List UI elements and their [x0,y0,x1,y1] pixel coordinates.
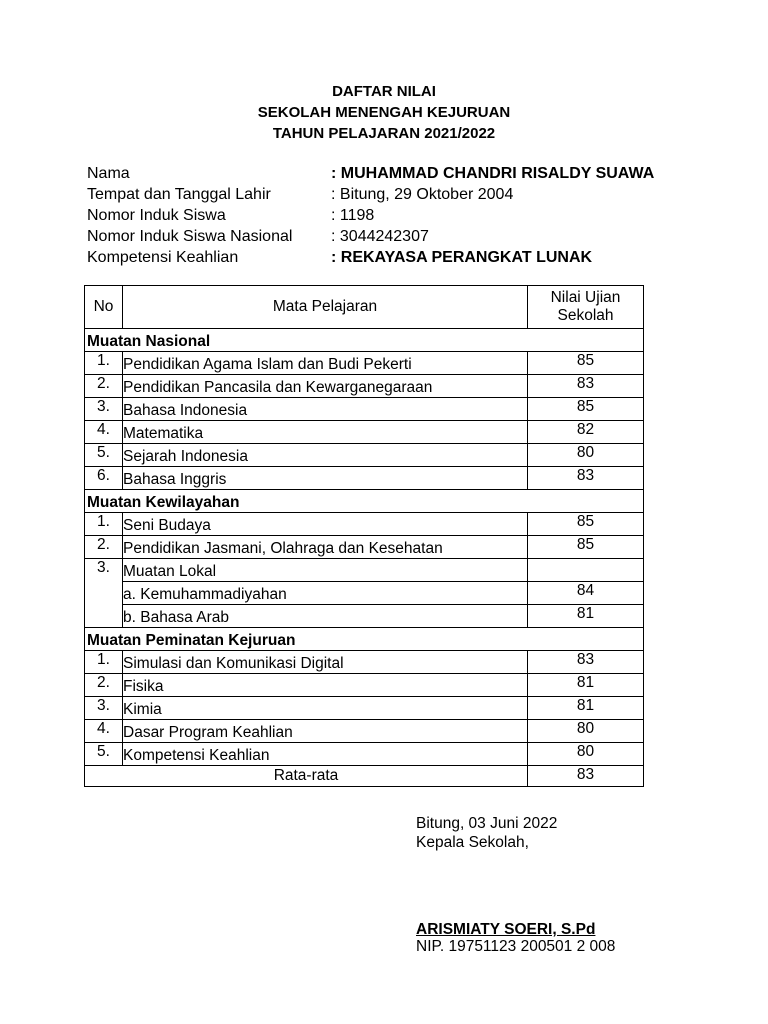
table-row [85,582,644,605]
table-row [85,398,644,421]
section-row [85,329,644,352]
signature-place-date: Bitung, 03 Juni 2022 [416,815,558,832]
table-row [85,559,644,582]
section-title: Muatan Kewilayahan [85,490,644,513]
competency-label: Kompetensi Keahlian [87,249,239,266]
birth-value: : Bitung, 29 Oktober 2004 [331,186,514,203]
row-score: 81 [528,674,644,697]
row-number: 4. [85,421,123,444]
competency-value: : REKAYASA PERANGKAT LUNAK [331,249,593,266]
table-row [85,720,644,743]
row-number: 5. [85,743,123,766]
column-header-score-line1: Nilai Ujian [550,289,621,306]
row-score: 83 [528,375,644,398]
row-score: 85 [528,536,644,559]
row-number: 2. [85,375,123,398]
row-number: 2. [85,674,123,697]
table-row [85,605,644,628]
row-subject: Bahasa Indonesia [123,398,528,421]
nis-label: Nomor Induk Siswa [87,207,226,224]
row-score: 85 [528,352,644,375]
row-score: 80 [528,743,644,766]
table-row [85,651,644,674]
row-score: 84 [528,582,644,605]
document-title: DAFTAR NILAI [332,83,436,100]
nisn-label: Nomor Induk Siswa Nasional [87,228,293,245]
row-number: 6. [85,467,123,490]
row-subject: Fisika [123,674,528,697]
row-subject: Bahasa Inggris [123,467,528,490]
row-number: 1. [85,352,123,375]
row-subject: a. Kemuhammadiyahan [123,582,528,605]
row-number: 1. [85,651,123,674]
table-row [85,467,644,490]
row-score: 83 [528,467,644,490]
row-score: 81 [528,605,644,628]
row-number: 1. [85,513,123,536]
name-label: Nama [87,165,130,182]
section-row [85,490,644,513]
row-number: 3. [85,697,123,720]
table-row [85,421,644,444]
table-row [85,513,644,536]
row-subject: Seni Budaya [123,513,528,536]
row-score [528,559,644,582]
row-score: 85 [528,398,644,421]
row-subject: Matematika [123,421,528,444]
column-header-score-line2: Sekolah [557,307,614,324]
row-score: 80 [528,720,644,743]
signatory-nip: NIP. 19751123 200501 2 008 [416,938,616,955]
signatory-name: ARISMIATY SOERI, S.Pd [416,921,596,938]
table-header-row [85,286,644,329]
table-row [85,697,644,720]
row-subject: b. Bahasa Arab [123,605,528,628]
section-row [85,628,644,651]
nis-value: : 1198 [331,207,375,224]
grades-table [84,285,644,787]
row-subject: Muatan Lokal [123,559,528,582]
row-subject: Pendidikan Jasmani, Olahraga dan Kesehatan [123,536,528,559]
column-header-subject: Mata Pelajaran [123,286,528,329]
row-score: 81 [528,697,644,720]
table-row [85,444,644,467]
average-score: 83 [528,766,644,787]
row-number: 3. [85,559,123,628]
row-number: 3. [85,398,123,421]
column-header-score [528,286,644,329]
school-type-heading: SEKOLAH MENENGAH KEJURUAN [257,104,511,121]
row-subject: Pendidikan Agama Islam dan Budi Pekerti [123,352,528,375]
section-title: Muatan Nasional [85,329,644,352]
table-row [85,674,644,697]
row-score: 82 [528,421,644,444]
signature-role: Kepala Sekolah, [416,834,529,851]
row-score: 85 [528,513,644,536]
nisn-value: : 3044242307 [331,228,429,245]
average-row [85,766,644,787]
row-score: 80 [528,444,644,467]
column-header-no: No [85,286,123,329]
average-label: Rata-rata [85,766,528,787]
row-subject: Sejarah Indonesia [123,444,528,467]
name-value: : MUHAMMAD CHANDRI RISALDY SUAWA [331,165,655,182]
row-number: 4. [85,720,123,743]
row-subject: Dasar Program Keahlian [123,720,528,743]
row-number: 5. [85,444,123,467]
academic-year-heading: TAHUN PELAJARAN 2021/2022 [272,125,496,142]
row-number: 2. [85,536,123,559]
section-title: Muatan Peminatan Kejuruan [85,628,644,651]
table-row [85,375,644,398]
row-subject: Pendidikan Pancasila dan Kewarganegaraan [123,375,528,398]
row-score: 83 [528,651,644,674]
row-subject: Simulasi dan Komunikasi Digital [123,651,528,674]
row-subject: Kompetensi Keahlian [123,743,528,766]
row-subject: Kimia [123,697,528,720]
table-row [85,743,644,766]
birth-label: Tempat dan Tanggal Lahir [87,186,271,203]
table-row [85,352,644,375]
table-row [85,536,644,559]
